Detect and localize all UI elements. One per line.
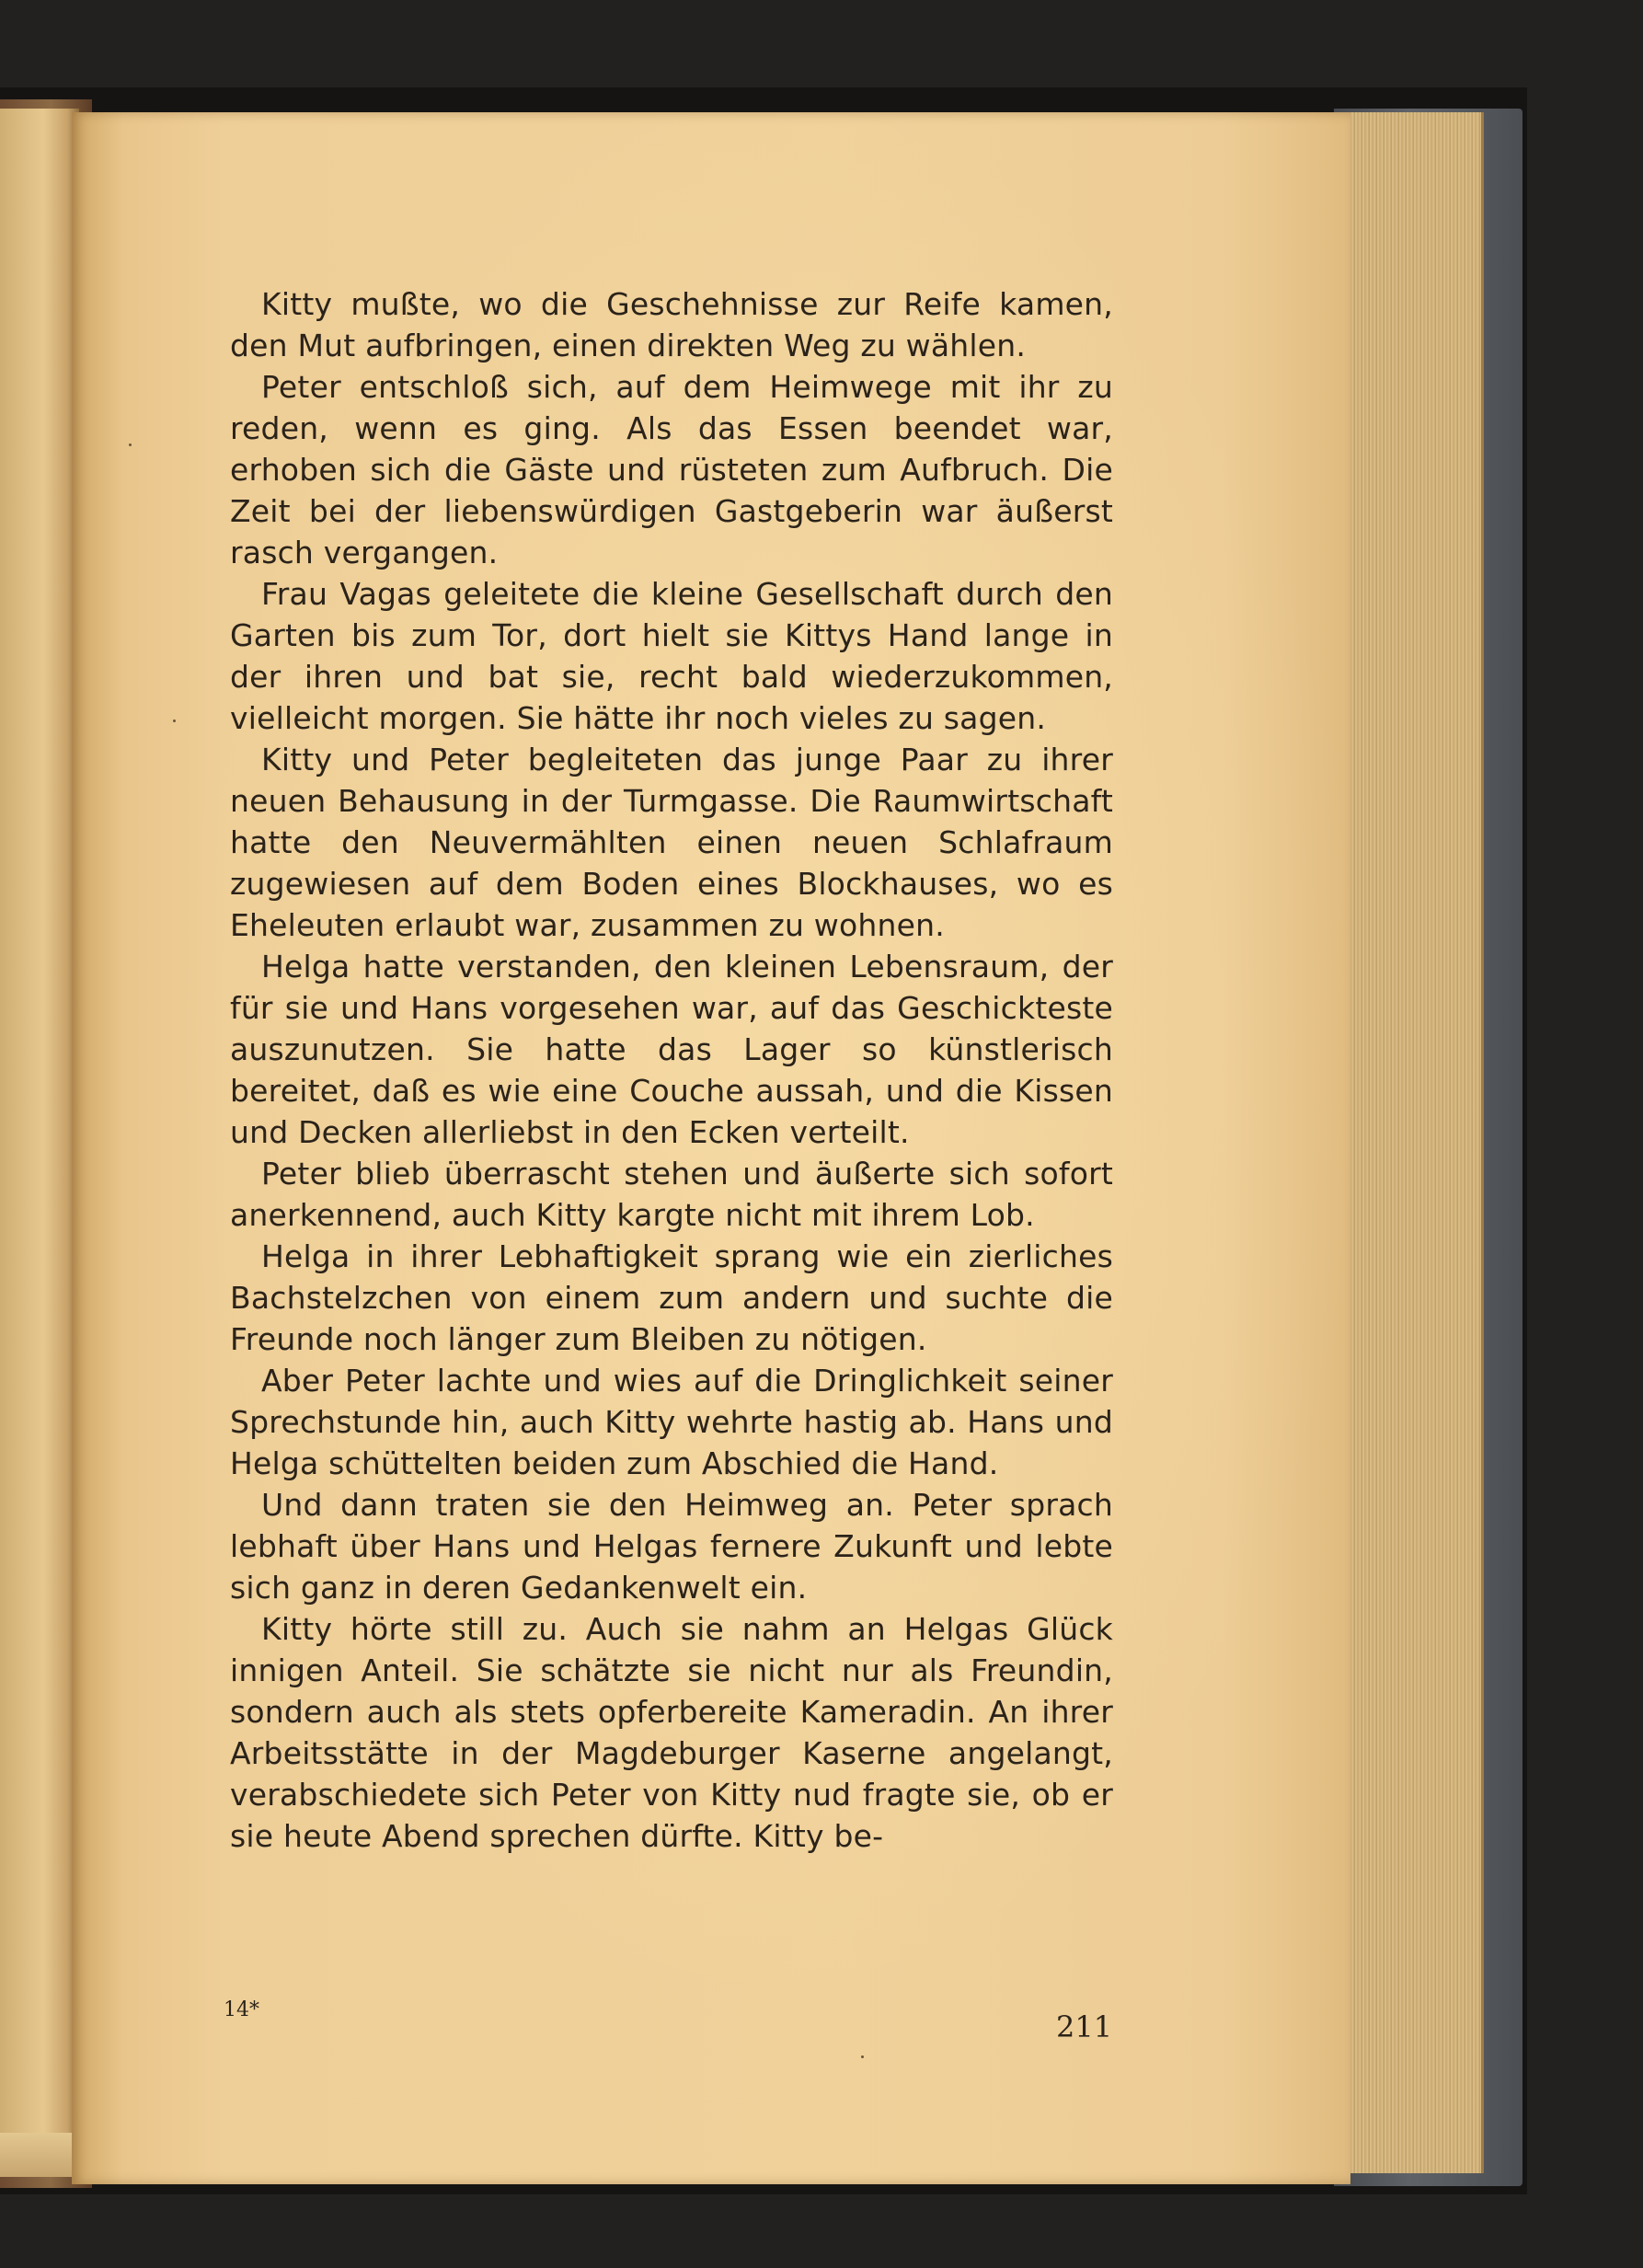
paragraph: Helga hatte verstanden, den kleinen Lebensraum, der für sie und Hans vorgesehen war, auf das Geschickteste auszunutzen. Sie hatte das Lager so künstlerisch bereitet, daß es wie eine Couche aussah, und die Kissen und Decken allerliebst in den Ecken verteilt. <box>230 949 1113 1150</box>
paper-speck <box>861 2055 864 2058</box>
paragraph: Kitty und Peter begleiteten das junge Paar zu ihrer neuen Behausung in der Turmgasse. Die Raumwirtschaft hatte den Neuvermählten einen neuen Schlafraum zugewiesen auf dem Boden eines Blockhauses, wo es Eheleuten erlaubt war, zusammen zu wohnen. <box>230 742 1113 943</box>
paragraph: Kitty mußte, wo die Geschehnisse zur Reife kamen, den Mut aufbringen, einen direkten Weg zu wählen. <box>230 286 1113 363</box>
page-number: 211 <box>1056 2009 1113 2044</box>
paragraph: Peter entschloß sich, auf dem Heimwege mit ihr zu reden, wenn es ging. Als das Essen beendet war, erhoben sich die Gäste und rüsteten zum Aufbruch. Die Zeit bei der liebenswürdigen Gastgeberin war äußerst rasch vergangen. <box>230 369 1113 570</box>
paragraph: Frau Vagas geleitete die kleine Gesellschaft durch den Garten bis zum Tor, dort hielt sie Kittys Hand lange in der ihren und bat sie, recht bald wiederzukommen, vielleicht morgen. Sie hätte ihr noch vieles zu sagen. <box>230 576 1113 736</box>
paragraph: Aber Peter lachte und wies auf die Dringlichkeit seiner Sprechstunde hin, auch Kitty wehrte hastig ab. Hans und Helga schüttelten beiden zum Abschied die Hand. <box>230 1363 1113 1481</box>
paragraph: Und dann traten sie den Heimweg an. Peter sprach lebhaft über Hans und Helgas fernere Zukunft und lebte sich ganz in deren Gedankenwelt ein. <box>230 1487 1113 1606</box>
body-text <box>230 283 1113 1857</box>
paper-speck <box>129 443 132 446</box>
previous-page-edge <box>0 109 81 2170</box>
paragraph: Kitty hörte still zu. Auch sie nahm an Helgas Glück innigen Anteil. Sie schätzte sie nicht nur als Freundin, sondern auch als stets opferbereite Kameradin. An ihrer Arbeitsstätte in der Magdeburger Kaserne angelangt, verabschiedete sich Peter von Kitty nud fragte sie, ob er sie heute Abend sprechen dürfte. Kitty be- <box>230 1611 1113 1854</box>
signature-mark: 14* <box>224 1998 259 2021</box>
book-page <box>72 112 1350 2184</box>
paper-speck <box>173 720 176 722</box>
paragraph: Helga in ihrer Lebhaftigkeit sprang wie ein zierliches Bachstelzchen von einem zum andern und suchte die Freunde noch länger zum Bleiben zu nötigen. <box>230 1238 1113 1357</box>
page-stack-edges <box>1343 112 1484 2173</box>
paragraph: Peter blieb überrascht stehen und äußerte sich sofort anerkennend, auch Kitty kargte nicht mit ihrem Lob. <box>230 1156 1113 1233</box>
